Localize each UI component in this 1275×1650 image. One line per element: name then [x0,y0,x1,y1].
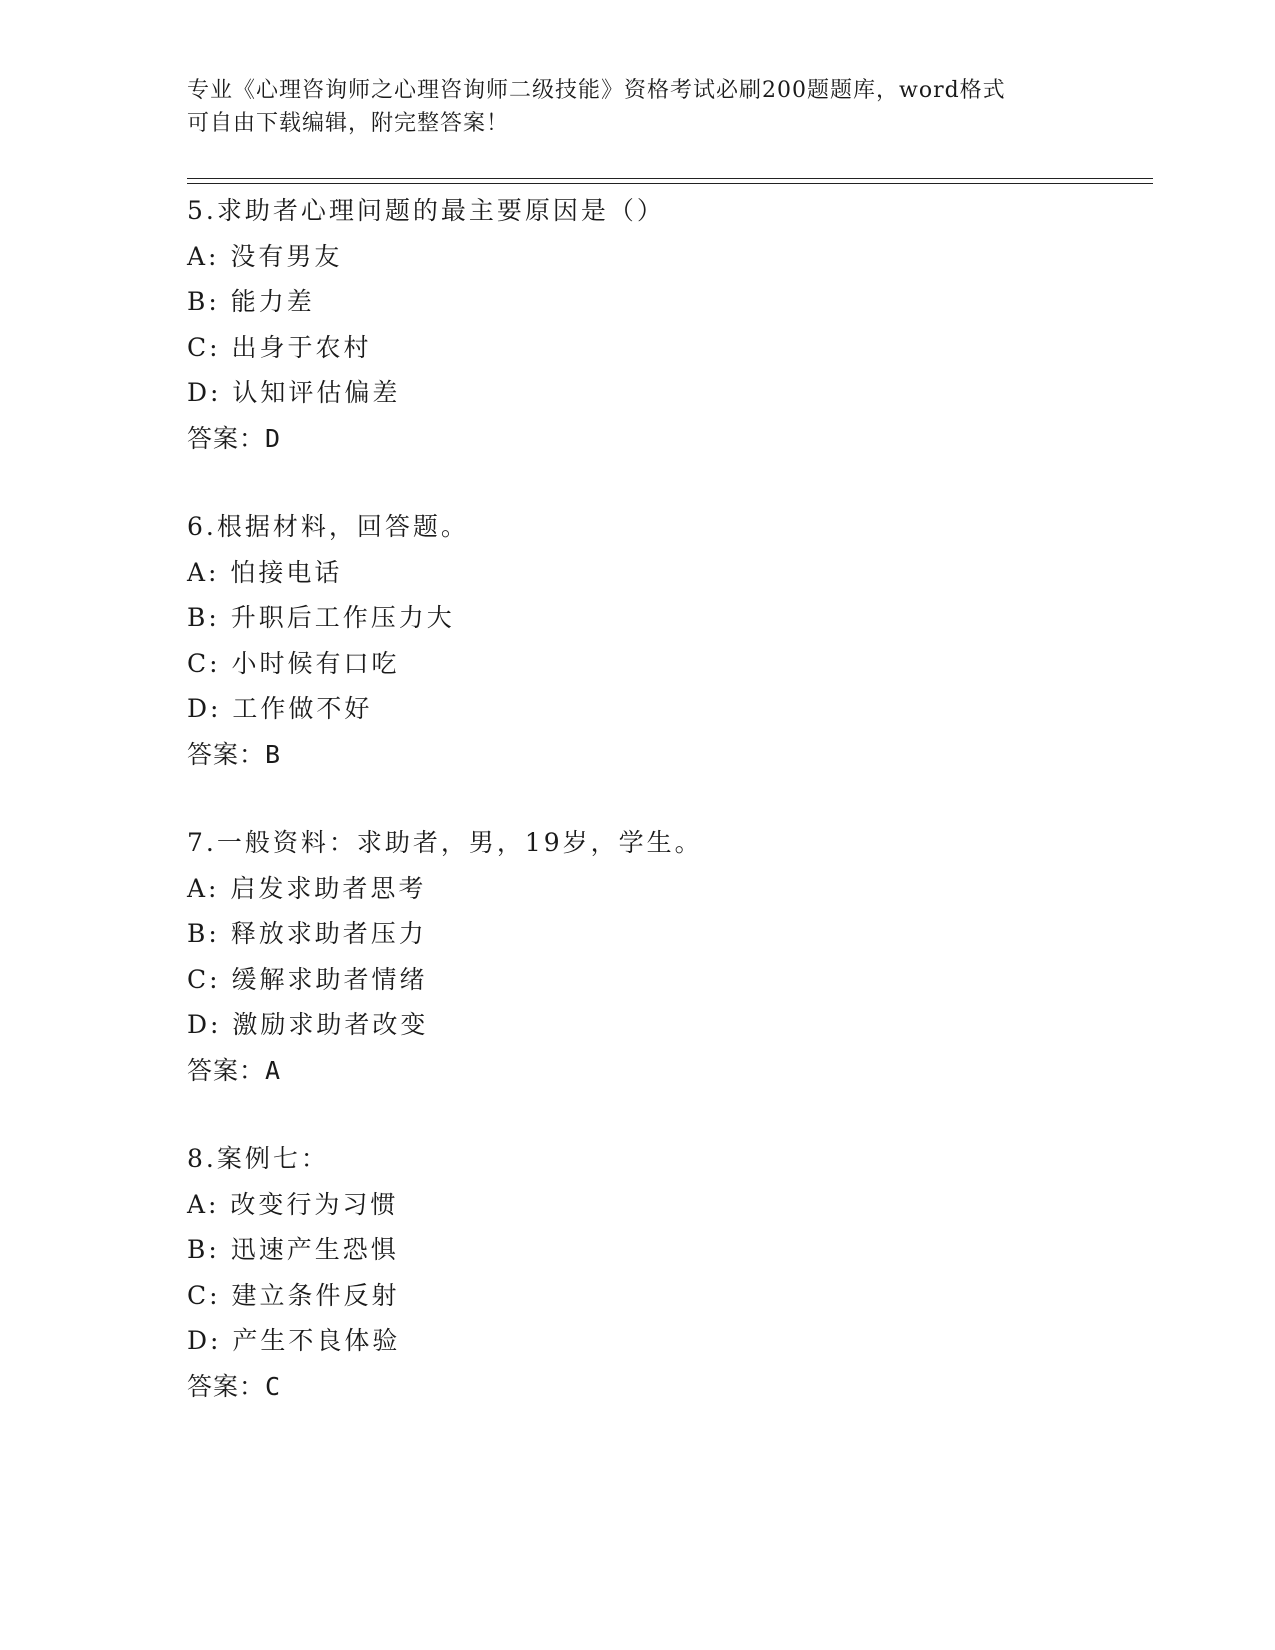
option-d: D: 认知评估偏差 [187,378,401,407]
option-c: C: 建立条件反射 [187,1280,400,1310]
option-b: B: 升职后工作压力大 [187,603,455,632]
answer-line [187,1364,1147,1410]
answer-label: 答案： [187,423,266,453]
header-divider-bottom [187,183,1153,184]
header-line-1: 专业《心理咨询师之心理咨询师二级技能》资格考试必刷200题题库，word格式 [187,78,1006,103]
option-d: D: 产生不良体验 [187,1326,401,1355]
document-header [187,74,1067,140]
header-line-2: 可自由下载编辑，附完整答案！ [187,111,510,136]
option-c: C: 小时候有口吃 [187,648,400,678]
question-stem: 7.一般资料：求助者，男，19岁，学生。 [187,828,703,857]
question-8 [187,1136,1147,1409]
answer-value: B [265,739,282,769]
answer-line [187,1048,1147,1094]
header-divider-top [187,178,1153,179]
answer-value: D [265,423,282,453]
answer-label: 答案： [187,1055,266,1085]
option-a: A: 改变行为习惯 [187,1189,399,1219]
option-a: A: 怕接电话 [187,557,343,587]
option-b: B: 迅速产生恐惧 [187,1235,399,1264]
answer-line [187,416,1147,462]
option-b: B: 释放求助者压力 [187,919,427,948]
question-stem: 5.求助者心理问题的最主要原因是（） [187,196,665,225]
option-c: C: 出身于农村 [187,332,372,362]
question-6 [187,504,1147,777]
option-c: C: 缓解求助者情绪 [187,964,428,994]
option-d: D: 工作做不好 [187,694,373,723]
answer-value: C [265,1371,282,1401]
question-list [187,188,1147,1452]
option-a: A: 没有男友 [187,241,343,271]
question-stem: 8.案例七： [187,1144,329,1173]
question-5 [187,188,1147,461]
question-7 [187,820,1147,1093]
answer-line [187,732,1147,778]
question-stem: 6.根据材料，回答题。 [187,512,469,541]
answer-value: A [265,1055,282,1085]
option-d: D: 激励求助者改变 [187,1010,429,1039]
option-a: A: 启发求助者思考 [187,873,427,903]
answer-label: 答案： [187,739,266,769]
option-b: B: 能力差 [187,287,315,316]
answer-label: 答案： [187,1371,266,1401]
